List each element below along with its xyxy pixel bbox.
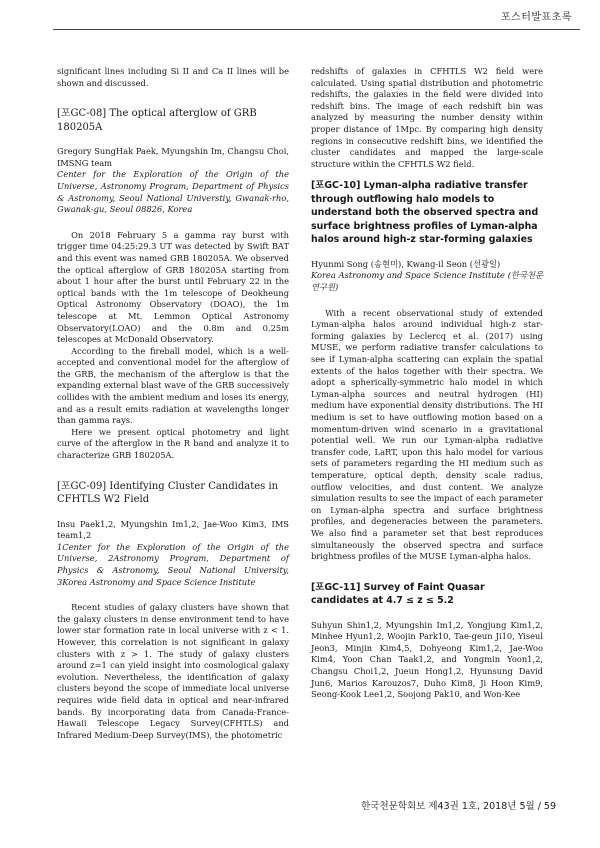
gc09-paragraph-1: Recent studies of galaxy clusters have shown that the galaxy clusters in dense environment tend to have lower star formation rate in local universe with z < 1. However, this correlation is not significant in galaxy clusters with z > 1. The study of galaxy clusters around z=1 can yield insight into cosmological galaxy evolution. Nevertheless, the identification of galaxy clusters beyond the scope of immediate local universe requires wide field data in optical and near-infrared bands. By incorporating data from Canada-France-Hawaii Telescope Legacy Survey(CFHTLS) and Infrared Medium-Deep Survey(IMS), the photometric (57, 602, 289, 740)
abstract-title-gc09: [포GC-09] Identifying Cluster Candidates in CFHTLS W2 Field (57, 480, 279, 506)
page-footer: 한국천문학회보 제43권 1호, 2018년 5월 / 59 (361, 801, 556, 812)
affiliation-gc09: 1Center for the Exploration of the Origin of the Universe, 2Astronomy Program, Department of Physics & Astronomy, Seoul National University, 3Korea Astronomy and Space Science Institute (57, 541, 289, 587)
affiliation-gc08: Center for the Exploration of the Origin of the Universe, Astronomy Program, Department of Physics & Astronomy, Seoul National Universtiy, Gwanak-rho, Gwanak-gu, Seoul 08826, Korea (57, 169, 289, 215)
gc09-continuation: redshifts of galaxies in CFHTLS W2 field were calculated. Using spatial distribution and photometric redshifts, the galaxies in the field were divided into redshift bins. The image of each redshift bin was analyzed by measuring the number density within proper distance of 1Mpc. By comparing high density regions in consecutive redshift bins, we identified the cluster candidates and mapped the large-scale structure within the CFHTLS W2 field. (311, 66, 543, 169)
gc08-paragraph-3: Here we present optical photometry and light curve of the afterglow in the R band and analyze it to characterize GRB 180205A. (57, 426, 289, 461)
section-header: 포스터발표초록 (500, 12, 572, 23)
authors-gc09: Insu Paek1,2, Myungshin Im1,2, Jae-Woo Kim3, IMS team1,2 (57, 518, 289, 541)
gc10-paragraph-1: With a recent observational study of extended Lyman-alpha halos around individual high-z star-forming galaxies by Leclercq et al. (2017) using MUSE, we perform radiative transfer calculations to see if Lyman-alpha scattering can explain the spatial extents of the halos together with their spectra. We adopt a spherically-symmetric halo model in which Lyman-alpha sources and neutral hydrogen (HI) medium have exponential density distributions. The HI medium is set to have outflowing motion based on a momentum-driven wind scenario in a gravitational potential well. We run our Lyman-alpha radiative transfer code, LaRT, upon this halo model for various sets of parameters regarding the HI medium such as temperature, optical depth, density scale radius, outflow velocities, and dust content. We analyze simulation results to see the impact of each parameter on Lyman-alpha spectra and surface brightness profiles, and degeneracies between the parameters. We also find a parameter set that best reproduces simultaneously the observed spectra and surface brightness profiles of the MUSE Lyman-alpha halos. (311, 307, 543, 562)
left-column (57, 66, 289, 741)
abstract-title-gc11: [포GC-11] Survey of Faint Quasar candidates at 4.7 ≤ z ≤ 5.2 (311, 581, 485, 607)
header-rule (53, 29, 580, 30)
gc08-paragraph-1: On 2018 February 5 a gamma ray burst with trigger time 04:25:29.3 UT was detected by Swift BAT and this event was named GRB 180205A. We observed the optical afterglow of GRB 180205A starting from about 1 hour after the burst until February 22 in the optical bands with the 1m telescope of Deokheung Optical Astronomy Observatory (DOAO), the 1m telescope at Mt. Lemmon Optical Astronomy Observatory(LOAO) and the 0.8m and 0.25m telescopes at McDonald Observatory. (57, 229, 289, 345)
affiliation-gc10: Korea Astronomy and Space Science Institute (한국천문연구원) (311, 270, 543, 293)
authors-gc10: Hyunmi Song (송현미), Kwang-il Seon (선광일) (311, 258, 501, 269)
authors-gc11: Suhyun Shin1,2, Myungshin Im1,2, Yongjung Kim1,2, Minhee Hyun1,2, Woojin Park10, Tae-geun Ji10, Yiseul Jeon3, Minjin Kim4,5, Dohyeong Kim1,2, Jae-Woo Kim4, Yoon Chan Taak1,2, and Yongmin Yoon1,2, Changsu Choi1,2, Jueun Hong1,2, Hyunsung David Jun6, Marios Karouzos7, Duho Kim8, Ji Hoon Kim9, Seong-Kook Lee1,2, Soojong Pak10, and Won-Kee (311, 619, 543, 700)
authors-gc08: Gregory SungHak Paek, Myungshin Im, Changsu Choi, IMSNG team (57, 146, 289, 168)
gc08-paragraph-2: According to the fireball model, which is a well-accepted and conventional model for the afterglow of the GRB, the mechanism of the afterglow is that the expanding external blast wave of the GRB successively collides with the ambient medium and loses its energy, and as a result emits radiation at wavelengths longer than gamma rays. (57, 345, 289, 426)
intro-text: significant lines including Si II and Ca II lines will be shown and discussed. (57, 66, 289, 88)
abstract-title-gc10: [포GC-10] Lyman-alpha radiative transfer through outflowing halo models to understand both the observed spectra and surface brightness profiles of Lyman-alpha halos around high-z star-forming galaxies (311, 180, 539, 246)
abstract-title-gc08: [포GC-08] The optical afterglow of GRB 180205A (57, 108, 257, 133)
right-column (311, 66, 543, 701)
